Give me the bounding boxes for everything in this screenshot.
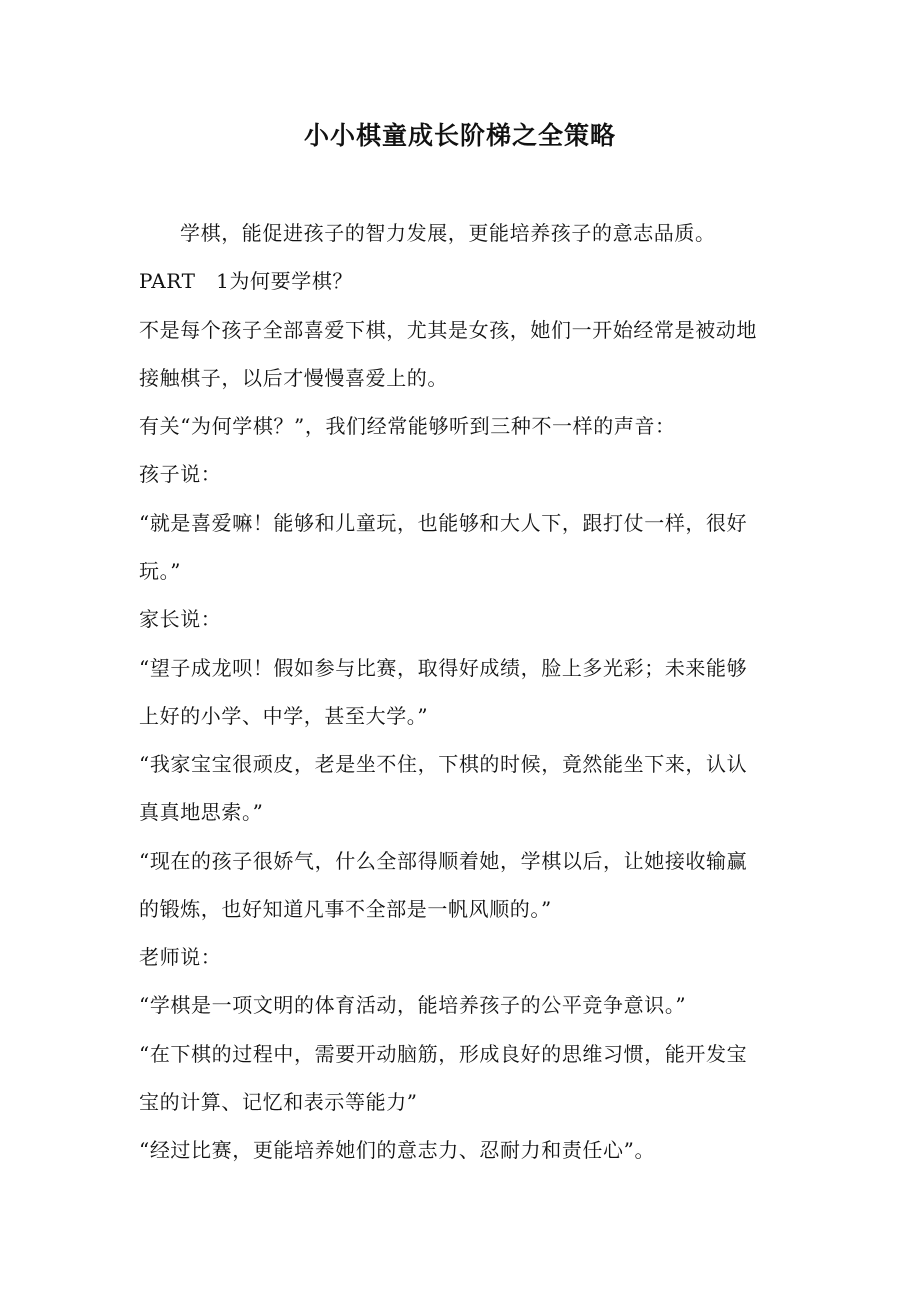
quote-line: 宝的计算、记忆和表示等能力” — [139, 1090, 418, 1114]
section-heading-part1: PART 1为何要学棋？ — [139, 269, 354, 293]
quote-line: 上好的小学、中学，甚至大学。” — [139, 704, 429, 728]
quote-line: “就是喜爱嘛！能够和儿童玩，也能够和大人下，跟打仗一样，很好 — [139, 511, 748, 535]
quote-line: 的锻炼，也好知道凡事不全部是一帆风顺的。” — [139, 897, 552, 921]
document-title: 小小棋童成长阶梯之全策略 — [303, 121, 616, 150]
quote-line: “我家宝宝很顽皮，老是坐不住，下棋的时候，竟然能坐下来，认认 — [139, 752, 748, 776]
quote-line: “在下棋的过程中，需要开动脑筋，形成良好的思维习惯，能开发宝 — [139, 1042, 748, 1066]
intro-paragraph: 学棋，能促进孩子的智力发展，更能培养孩子的意志品质。 — [180, 221, 716, 245]
quote-line: 玩。” — [139, 559, 182, 583]
quote-line: “望子成龙呗！假如参与比赛，取得好成绩，脸上多光彩；未来能够 — [139, 656, 748, 680]
quote-line: “现在的孩子很娇气，什么全部得顺着她，学棋以后，让她接收输赢 — [139, 849, 748, 873]
paragraph-line: 不是每个孩子全部喜爱下棋，尤其是女孩，她们一开始经常是被动地 — [139, 318, 757, 342]
quote-line: 真真地思索。” — [139, 800, 264, 824]
speaker-label-child: 孩子说： — [139, 462, 222, 486]
speaker-label-teacher: 老师说： — [139, 945, 222, 969]
paragraph-line: 有关“为何学棋？”，我们经常能够听到三种不一样的声音： — [139, 414, 676, 438]
speaker-label-parent: 家长说： — [139, 607, 222, 631]
quote-line: “学棋是一项文明的体育活动，能培养孩子的公平竞争意识。” — [139, 993, 687, 1017]
paragraph-line: 接触棋子，以后才慢慢喜爱上的。 — [139, 366, 448, 390]
quote-line: “经过比赛，更能培养她们的意志力、忍耐力和责任心”。 — [139, 1138, 656, 1162]
